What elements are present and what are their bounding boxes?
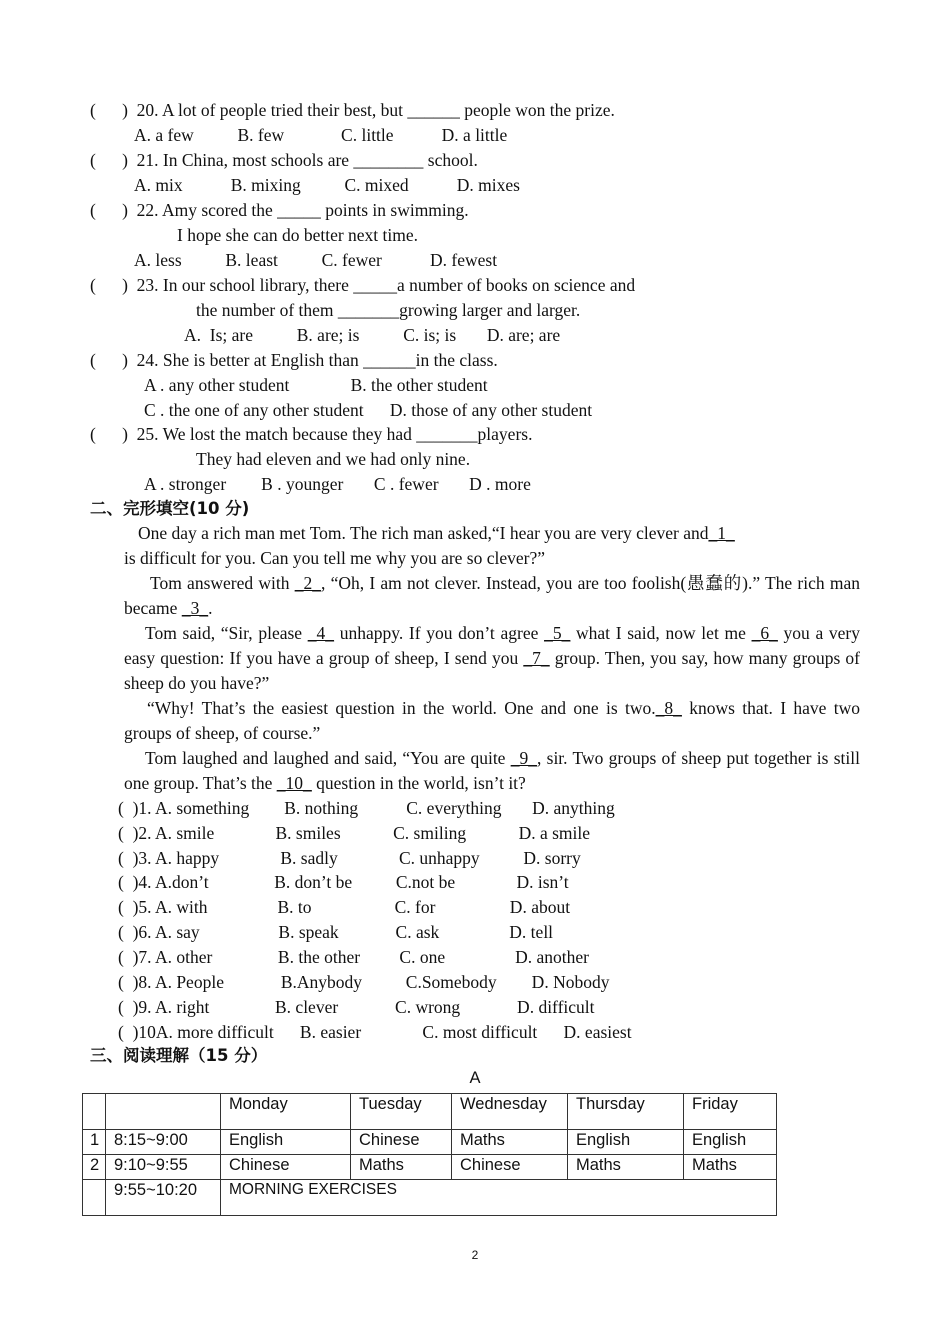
- table-cell: Maths: [452, 1130, 568, 1155]
- cloze-option-9: ( )9. A. right B. clever C. wrong D. difficult: [118, 997, 595, 1017]
- cloze-option-5: ( )5. A. with B. to C. for D. about: [118, 897, 571, 917]
- cloze-option-6: ( )6. A. say B. speak C. ask D. tell: [118, 922, 554, 942]
- table-cell: English: [684, 1130, 777, 1155]
- timetable-header-tuesday: Tuesday: [351, 1094, 452, 1130]
- cloze-option-1: ( )1. A. something B. nothing C. everything D. anything: [118, 798, 615, 818]
- cloze-option-4: ( )4. A.don’t B. don’t be C.not be D. isn’t: [118, 872, 569, 892]
- cloze-paragraph-1: One day a rich man met Tom. The rich man asked,“I hear you are very clever and_1_ is difficult for you. Can you tell me why you are so clever?”: [124, 523, 735, 568]
- cloze-option-3: ( )3. A. happy B. sadly C. unhappy D. sorry: [118, 848, 581, 868]
- timetable-header-cell: [106, 1094, 221, 1130]
- table-cell: 1: [83, 1130, 106, 1155]
- table-cell: 8:15~9:00: [106, 1130, 221, 1155]
- question-21-options: A. mix B. mixing C. mixed D. mixes: [134, 175, 520, 195]
- table-cell: [83, 1180, 106, 1216]
- timetable-header-cell: [83, 1094, 106, 1130]
- question-23-options: A. Is; are B. are; is C. is; is D. are; are: [184, 325, 561, 345]
- question-22-stem: ( ) 22. Amy scored the _____ points in swimming.: [90, 200, 469, 220]
- page-number: 2: [471, 1248, 479, 1262]
- table-cell: Chinese: [221, 1155, 351, 1180]
- table-cell: Maths: [684, 1155, 777, 1180]
- question-25-options: A . stronger B . younger C . fewer D . more: [144, 474, 531, 494]
- timetable-header-friday: Friday: [684, 1094, 777, 1130]
- section-3-title: 三、阅读理解（15 分）: [90, 1046, 268, 1065]
- question-23-stem: ( ) 23. In our school library, there _____a number of books on science and: [90, 275, 636, 295]
- timetable-header-monday: Monday: [221, 1094, 351, 1130]
- table-cell: Chinese: [452, 1155, 568, 1180]
- morning-exercises-cell: MORNING EXERCISES: [221, 1180, 777, 1216]
- break-time-cell: 9:55~10:20: [106, 1180, 221, 1216]
- timetable-header-row: [83, 1094, 777, 1130]
- table-cell: 2: [83, 1155, 106, 1180]
- question-22-options: A. less B. least C. fewer D. fewest: [134, 250, 498, 270]
- timetable-header-thursday: Thursday: [568, 1094, 684, 1130]
- cloze-option-8: ( )8. A. People B.Anybody C.Somebody D. Nobody: [118, 972, 610, 992]
- timetable-header-wednesday: Wednesday: [452, 1094, 568, 1130]
- cloze-option-2: ( )2. A. smile B. smiles C. smiling D. a smile: [118, 823, 591, 843]
- table-cell: 9:10~9:55: [106, 1155, 221, 1180]
- question-24-options-ab: A . any other student B. the other student: [144, 375, 488, 395]
- question-21-stem: ( ) 21. In China, most schools are ________ school.: [90, 150, 478, 170]
- table-cell: Chinese: [351, 1130, 452, 1155]
- cloze-paragraph-4: “Why! That’s the easiest question in the world. One and one is two._8_ knows that. I have two groups of sheep, of course.”: [124, 698, 860, 743]
- table-row-break: [83, 1180, 777, 1216]
- table-row: [83, 1130, 777, 1155]
- table-cell: Maths: [568, 1155, 684, 1180]
- table-cell: Maths: [351, 1155, 452, 1180]
- table-cell: English: [568, 1130, 684, 1155]
- question-20-stem: ( ) 20. A lot of people tried their best, but ______ people won the prize.: [90, 100, 615, 120]
- question-24-options-cd: C . the one of any other student D. those of any other student: [144, 400, 593, 420]
- timetable: [82, 1093, 777, 1216]
- question-22-line2: I hope she can do better next time.: [177, 225, 419, 245]
- question-25-stem: ( ) 25. We lost the match because they had _______players.: [90, 424, 533, 444]
- question-24-stem: ( ) 24. She is better at English than ______in the class.: [90, 350, 498, 370]
- section-2-title: 二、完形填空(10 分): [90, 499, 250, 518]
- cloze-option-7: ( )7. A. other B. the other C. one D. another: [118, 947, 589, 967]
- table-cell: English: [221, 1130, 351, 1155]
- question-23-line2: the number of them _______growing larger and larger.: [196, 300, 581, 320]
- cloze-paragraph-5: Tom laughed and laughed and said, “You are quite _9_, sir. Two groups of sheep put together is still one group. That’s the _10_ question in the world, isn’t it?: [124, 748, 860, 793]
- cloze-option-10: ( )10A. more difficult B. easier C. most difficult D. easiest: [118, 1022, 632, 1042]
- table-row: [83, 1155, 777, 1180]
- passage-label: A: [469, 1069, 481, 1087]
- question-25-line2: They had eleven and we had only nine.: [196, 449, 471, 469]
- question-20-options: A. a few B. few C. little D. a little: [134, 125, 508, 145]
- cloze-paragraph-2: Tom answered with _2_, “Oh, I am not clever. Instead, you are too foolish(愚蠢的).” The rich man became _3_.: [124, 573, 860, 618]
- cloze-paragraph-3: Tom said, “Sir, please _4_ unhappy. If you don’t agree _5_ what I said, now let me _6_ you a very easy question: If you have a group of sheep, I send you _7_ group. Then, you say, how many groups of sheep do you have?”: [124, 623, 860, 693]
